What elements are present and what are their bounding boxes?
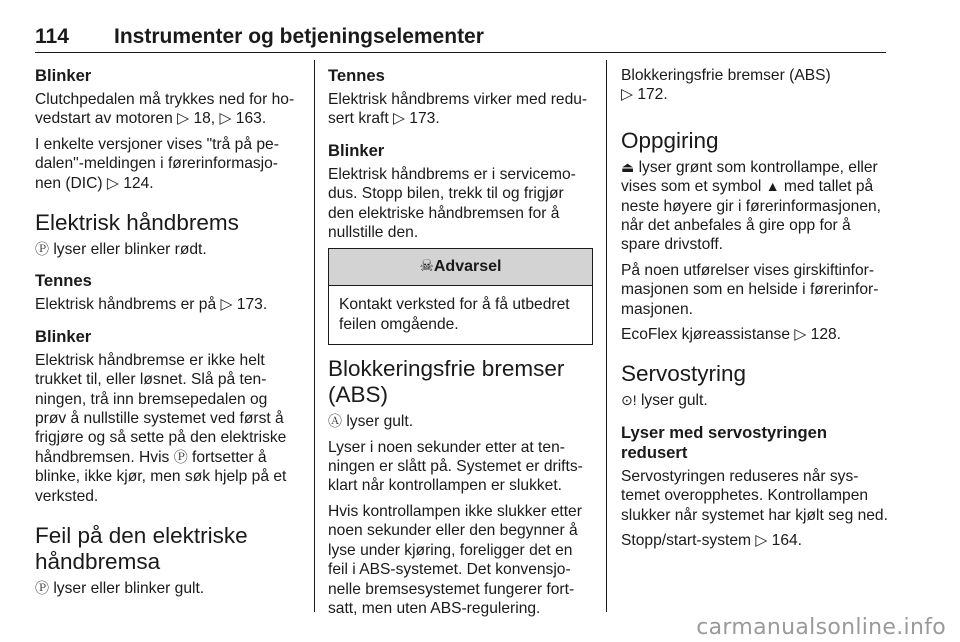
section-heading-blinker: Blinker [35, 66, 92, 85]
paragraph-tennes: Elektrisk håndbrems er på ▷ 173. [35, 296, 268, 314]
warning-header [329, 249, 592, 286]
paragraph-oppgiring-2: På noen utførelser vises girskiftinfor- masjonen som en helside i førerinfor- masjonen. [621, 261, 879, 318]
paragraph-blinker: Elektrisk håndbrems er i servicemo- dus. Stopp bilen, trekk til og frigjør den elektriske håndbremsen for å nullstille den. [328, 165, 576, 242]
abs-icon: Ⓐ [328, 413, 342, 430]
section-heading-tennes: Tennes [35, 271, 92, 291]
column-divider-1 [314, 60, 315, 612]
column-2 [328, 66, 593, 624]
column-1 [35, 66, 298, 605]
warning-icon: ☠ [419, 258, 434, 276]
parking-brake-icon: Ⓟ [35, 241, 49, 258]
watermark: carmanualsonline.info [696, 615, 946, 640]
section-heading-ehb: Elektrisk håndbrems [35, 210, 239, 236]
page-header [35, 26, 886, 53]
section-heading-blinker-2: Blinker [35, 326, 92, 346]
warning-box [328, 248, 593, 345]
paragraph-redusert-2: Stopp/start-system ▷ 164. [621, 532, 802, 550]
paragraph-oppgiring-3: EcoFlex kjøreassistanse ▷ 128. [621, 326, 841, 344]
paragraph-dic: I enkelte versjoner vises "trå på pe- dalen"-meldingen i førerinformasjo- nen (DIC) ▷ 124. [35, 135, 279, 192]
warning-title: Advarsel [433, 258, 502, 276]
paragraph-feil: Ⓟ lyser eller blinker gult. [35, 580, 205, 598]
paragraph-redusert-1: Servostyringen reduseres når sys- temet overopphetes. Kontrollampen slukker når systemet har kjølt seg ned. [621, 467, 888, 524]
paragraph-oppgiring-1: ⏏ lyser grønt som kontrollampe, eller vises som et symbol ▲ med tallet på neste høyere gir i førerinformasjonen, når det anbefales å gire opp for å spare drivstoff. [621, 158, 881, 254]
parking-brake-fault-icon: Ⓟ [35, 580, 49, 597]
paragraph-servo: ⊙! lyser gult. [621, 392, 708, 410]
section-heading-feil: Feil på den elektriske håndbremsa [35, 523, 248, 575]
section-heading-servo: Servostyring [621, 361, 747, 387]
warning-text: Kontakt verksted for å få utbedret feilen omgående. [339, 296, 570, 333]
power-steering-icon: ⊙! [621, 392, 637, 409]
section-heading-blinker: Blinker [328, 140, 385, 160]
section-heading-redusert: Lyser med servostyringen redusert [621, 422, 827, 462]
paragraph-tennes: Elektrisk håndbrems virker med redu- sert kraft ▷ 173. [328, 91, 588, 128]
triangle-up-icon: ▲ [765, 178, 780, 195]
section-heading-oppgiring: Oppgiring [621, 127, 719, 153]
abs-reference: Blokkeringsfrie bremser (ABS) ▷ 172. [621, 67, 831, 104]
section-heading-abs: Blokkeringsfrie bremser (ABS) [328, 356, 565, 408]
upshift-icon: ⏏ [621, 158, 635, 175]
page-number: 114 [35, 25, 69, 48]
paragraph-abs-lamp: Ⓐ lyser gult. [328, 413, 414, 431]
paragraph-abs-1: Lyser i noen sekunder etter at ten- ningen er slått på. Systemet er drifts- klart når kontrollampen er slukket. [328, 438, 583, 495]
page-title: Instrumenter og betjeningselementer [114, 25, 484, 48]
column-divider-2 [606, 60, 607, 612]
column-3 [621, 66, 889, 557]
paragraph-blinker-2: Elektrisk håndbremse er ikke helt trukket til, eller løsnet. Slå på ten- ningen, trå inn bremsepedalen og prøv å nullstille systemet ved først å frigjøre og så sette på den elektriske håndbremsen. Hvis Ⓟ fortsetter å blinke, ikke kjør, men søk hjelp på et verksted. [35, 351, 287, 505]
parking-brake-icon: Ⓟ [173, 448, 188, 465]
paragraph-abs-2: Hvis kontrollampen ikke slukker etter noen sekunder eller den begynner å lyse under kjøring, foreligger det en feil i ABS-systemet. Det konvensjo- nelle bremsesystemet fungerer fort- satt, men uten ABS-regulering. [328, 502, 582, 617]
section-heading-tennes: Tennes [328, 66, 385, 85]
paragraph-ehb: Ⓟ lyser eller blinker rødt. [35, 241, 207, 259]
paragraph-clutch: Clutchpedalen må trykkes ned for ho- vedstart av motoren ▷ 18, ▷ 163. [35, 91, 295, 128]
